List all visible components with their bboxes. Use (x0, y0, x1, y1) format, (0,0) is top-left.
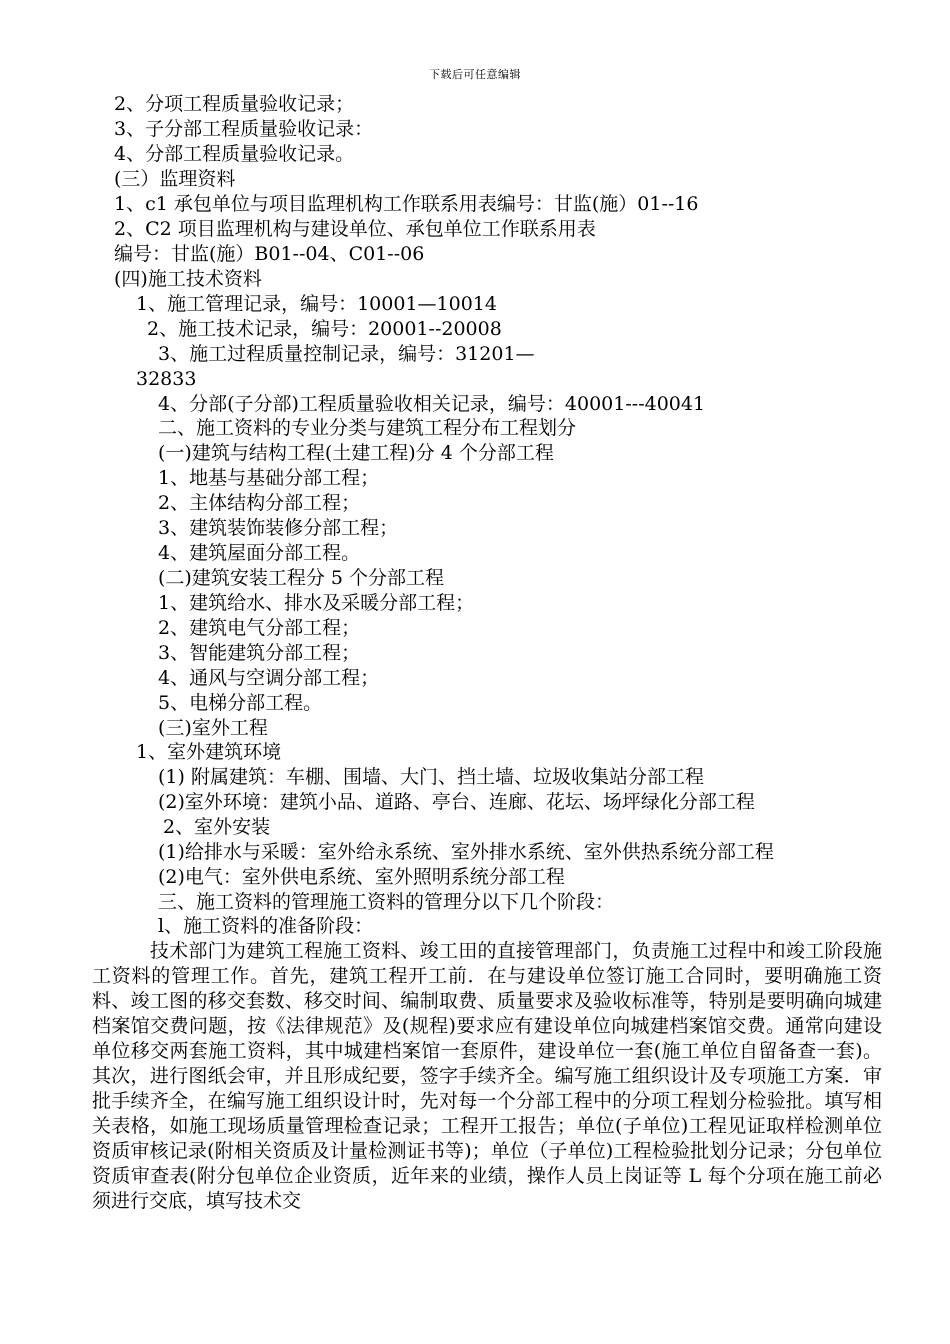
section-heading: 二、施工资料的专业分类与建筑工程分布工程划分 (158, 417, 577, 439)
text-line: 2、室外安装 (163, 816, 271, 838)
text-line: (1)给排水与采暖：室外给永系统、室外排水系统、室外供热系统分部工程 (158, 841, 774, 863)
text-line: 编号：甘监(施）B01--04、C01--06 (114, 243, 425, 265)
body-paragraph: 技术部门为建筑工程施工资料、竣工田的直接管理部门，负责施工过程中和竣工阶段施工资料的管理工作。首先，建筑工程开工前．在与建设单位签订施工合同时，要明确施工资料、竣工图的移交套数、移交时间、编制取费、质量要求及验收标准等，特别是要明确向城建档案馆交费问题，按《法律规范》及(规程)要求应有建设单位向城建档案馆交费。通常向建设单位移交两套施工资料，其中城建档案馆一套原件，建设单位一套(施工单位自留备查一套)。其次，进行图纸会审，并且形成纪要，签字手续齐全。编写施工组织设计及专项施工方案．审批手续齐全，在编写施工组织设计时，先对每一个分部工程中的分项工程划分检验批。填写相关表格，如施工现场质量管理检查记录；工程开工报告；单位(子单位)工程见证取样检测单位资质审核记录(附相关资质及计量检测证书等)；单位（子单位)工程检验批划分记录；分包单位资质审查表(附分包单位企业资质，近年来的业绩，操作人员上岗证等 L 每个分项在施工前必须进行交底，填写技术交 (92, 940, 882, 1212)
text-line: 3、建筑装饰装修分部工程； (158, 517, 399, 539)
text-line: l、施工资料的准备阶段： (158, 915, 374, 937)
text-line: 4、通风与空调分部工程； (158, 667, 380, 689)
text-line: 3、子分部工程质量验收记录： (114, 118, 374, 140)
text-line: 4、分部工程质量验收记录。 (114, 143, 355, 165)
text-line: 5、电梯分部工程。 (158, 692, 323, 714)
text-line: 2、主体结构分部工程； (158, 492, 361, 514)
text-line: 2、C2 项目监理机构与建设单位、承包单位工作联系用表 (114, 218, 596, 240)
text-line: 2、建筑电气分部工程； (158, 617, 361, 639)
text-line: (2)室外环境：建筑小品、道路、亭台、连廊、花坛、场坪绿化分部工程 (158, 791, 755, 813)
text-line: (1) 附属建筑：车棚、围墙、大门、挡土墙、垃圾收集站分部工程 (158, 766, 704, 788)
text-line: 1、地基与基础分部工程； (158, 467, 380, 489)
text-line: 4、建筑屋面分部工程。 (158, 542, 361, 564)
text-line: 2、施工技术记录，编号：20001--20008 (147, 318, 502, 340)
text-line: (2)电气：室外供电系统、室外照明系统分部工程 (158, 866, 565, 888)
text-line: 2、分项工程质量验收记录； (114, 93, 355, 115)
section-heading: (一)建筑与结构工程(土建工程)分 4 个分部工程 (158, 442, 554, 464)
text-line: 32833 (136, 368, 197, 390)
text-line: 4、分部(子分部)工程质量验收相关记录，编号：40001---40041 (158, 393, 706, 415)
text-line: 1、建筑给水、排水及采暖分部工程； (158, 592, 475, 614)
section-heading: (二)建筑安装工程分 5 个分部工程 (158, 567, 444, 589)
section-heading: (三）监理资料 (114, 168, 236, 190)
section-heading: (三)室外工程 (158, 717, 268, 739)
section-heading: 三、施工资料的管理施工资料的管理分以下几个阶段： (158, 891, 615, 913)
text-line: 1、室外建筑环境 (136, 741, 282, 763)
page-header: 下载后可任意编辑 (429, 68, 521, 81)
text-line: 1、c1 承包单位与项目监理机构工作联系用表编号：甘监(施）01--16 (114, 193, 699, 215)
text-line: 3、智能建筑分部工程； (158, 642, 361, 664)
text-line: 3、施工过程质量控制记录，编号：31201— (158, 343, 535, 365)
text-line: 1、施工管理记录，编号：10001—10014 (136, 293, 497, 315)
section-heading: (四)施工技术资料 (114, 268, 262, 290)
